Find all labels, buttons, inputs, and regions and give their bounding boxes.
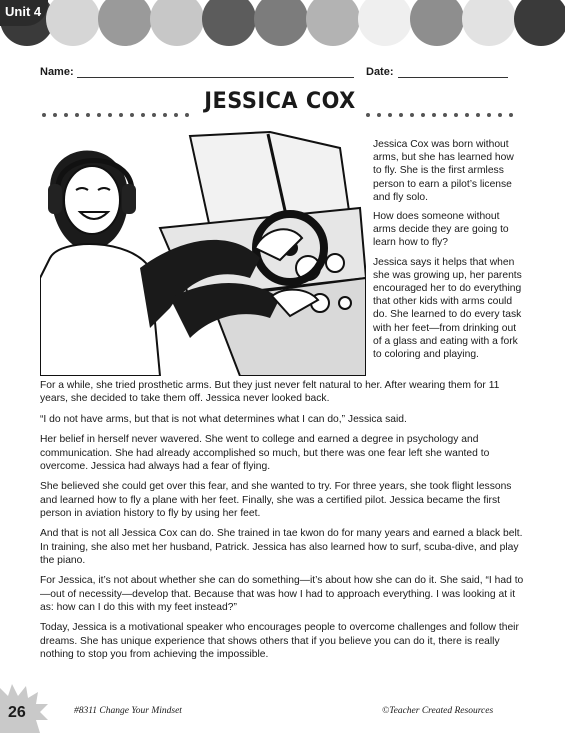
body-paragraph: For Jessica, it’s not about whether she can do something—it’s about how she can do it. She said, “I had to—out of necessity—develop that. Because that was how I had to approach everything. I was looking at it as: how can I do this with my feet instead?” bbox=[40, 575, 524, 613]
header-circle bbox=[462, 0, 516, 46]
page-title: JESSICA COX bbox=[204, 89, 356, 114]
intro-paragraph: Jessica Cox was born without arms, but she has learned how to fly. She is the first armless person to earn a pilot’s license and fly solo. bbox=[373, 139, 514, 203]
body-paragraph: For a while, she tried prosthetic arms. But they just never felt natural to her. After wearing them for 11 years, she decided to take them off. Jessica never looked back. bbox=[40, 380, 500, 405]
book-title: #8311 Change Your Mindset bbox=[74, 706, 182, 716]
title-dots-right bbox=[366, 104, 526, 108]
header-circle bbox=[410, 0, 464, 46]
title-dots-left bbox=[42, 104, 202, 108]
name-label: Name: bbox=[40, 66, 74, 78]
header-band bbox=[0, 0, 565, 48]
date-label: Date: bbox=[366, 66, 394, 78]
header-circle bbox=[514, 0, 565, 46]
girl-piloting-airplane-with-feet-illustration bbox=[40, 128, 366, 376]
unit-label: Unit 4 bbox=[5, 4, 42, 19]
name-field[interactable] bbox=[77, 77, 354, 78]
article-body bbox=[40, 379, 526, 668]
publisher-credit: ©Teacher Created Resources bbox=[382, 706, 494, 716]
header-circle bbox=[254, 0, 308, 46]
body-paragraph: Her belief in herself never wavered. She went to college and earned a degree in psychology and communication. She had already accomplished so much, but there was one fear left she wanted to overcome. Jessica had always had a fear of flying. bbox=[40, 434, 490, 472]
header-circle bbox=[46, 0, 100, 46]
header-circle bbox=[358, 0, 412, 46]
page-number: 26 bbox=[8, 704, 26, 721]
body-paragraph: She believed she could get over this fear, and she wanted to try. For three years, she took flight lessons and learned how to fly a plane with her feet. Finally, she was a certified pilot. Jessica became the first person in aviation history to fly by using her feet. bbox=[40, 481, 512, 519]
body-paragraph: Today, Jessica is a motivational speaker who encourages people to overcome challenges and follow their dreams. She has unique experience that shows others that if you believe you can do it, there is really nothing to stop you from achieving the impossible. bbox=[40, 622, 519, 660]
header-circle bbox=[98, 0, 152, 46]
header-circle bbox=[150, 0, 204, 46]
body-paragraph: And that is not all Jessica Cox can do. She trained in tae kwon do for many years and earned a black belt. In training, she also met her husband, Patrick. Jessica has also learned how to surf, scuba-dive, and play the piano. bbox=[40, 528, 523, 566]
body-paragraph: “I do not have arms, but that is not what determines what I can do,” Jessica said. bbox=[40, 413, 407, 425]
header-circle bbox=[202, 0, 256, 46]
header-circle bbox=[306, 0, 360, 46]
intro-column bbox=[373, 138, 523, 367]
date-field[interactable] bbox=[398, 77, 508, 78]
intro-paragraph: How does someone without arms decide they are going to learn how to fly? bbox=[373, 211, 509, 249]
intro-paragraph: Jessica says it helps that when she was growing up, her parents encouraged her to do everything that other kids with arms could do. She learned to do every task with her feet—from drinking out of a glass and eating with a fork to coloring and playing. bbox=[373, 256, 522, 361]
